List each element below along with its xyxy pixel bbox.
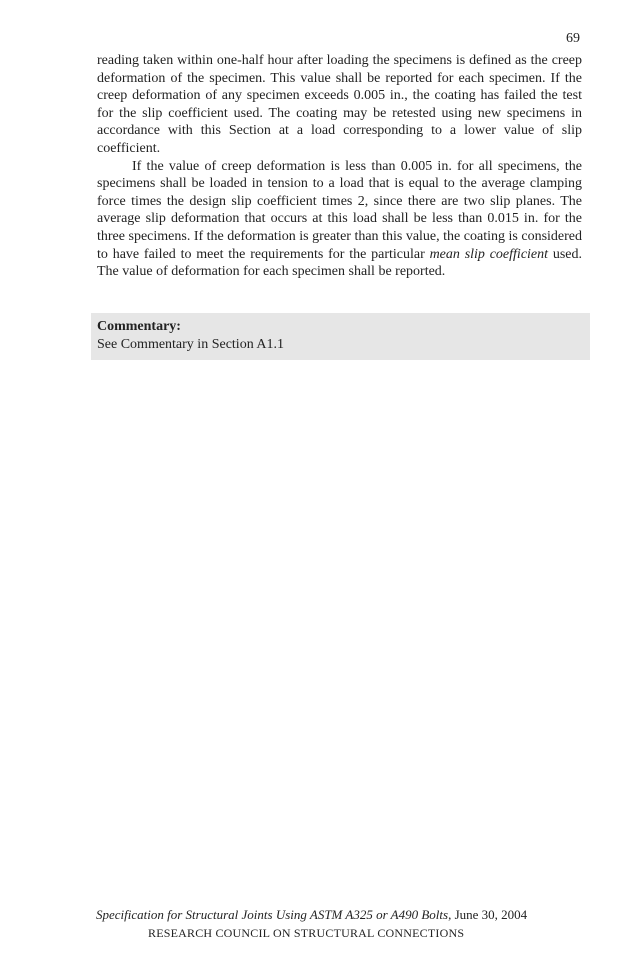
paragraph-slip-text-start: If the value of creep deformation is less than 0.005 in. for all specimens, the specimens shall be loaded in tension to a load that is equal to the average clamping force times the design slip coefficient times 2, since there are two slip planes. The average slip deformation that occurs at this load shall be less than 0.015 in. for the three specimens. If the deformation is greater than this value, the coating is considered to have failed to meet the requirements for the particular [97, 158, 582, 262]
footer-specification-title: Specification for Structural Joints Using ASTM A325 or A490 Bolts [96, 907, 449, 922]
commentary-box [91, 313, 590, 360]
paragraph-creep-deformation: reading taken within one-half hour after loading the specimens is defined as the creep deformation of the specimen. This value shall be reported for each specimen. If the creep deformation of any specimen exceeds 0.005 in., the coating has failed the test for the slip coefficient used. The coating may be retested using new specimens in accordance with this Section at a load corresponding to a lower value of slip coefficient. [97, 53, 582, 156]
paragraph-slip-text-end: used. The value of deformation for each specimen shall be reported. [97, 246, 582, 280]
page-number: 69 [566, 31, 580, 46]
body-text [97, 52, 582, 281]
mean-slip-coefficient-term: mean slip coefficient [429, 246, 549, 262]
footer-organization: RESEARCH COUNCIL ON STRUCTURAL CONNECTIONS [148, 926, 465, 940]
commentary-text: See Commentary in Section A1.1 [97, 337, 285, 352]
footer-date: , June 30, 2004 [448, 907, 528, 922]
commentary-heading: Commentary: [97, 319, 181, 334]
footer-citation [96, 906, 527, 923]
paragraph-slip-deformation [97, 158, 582, 281]
